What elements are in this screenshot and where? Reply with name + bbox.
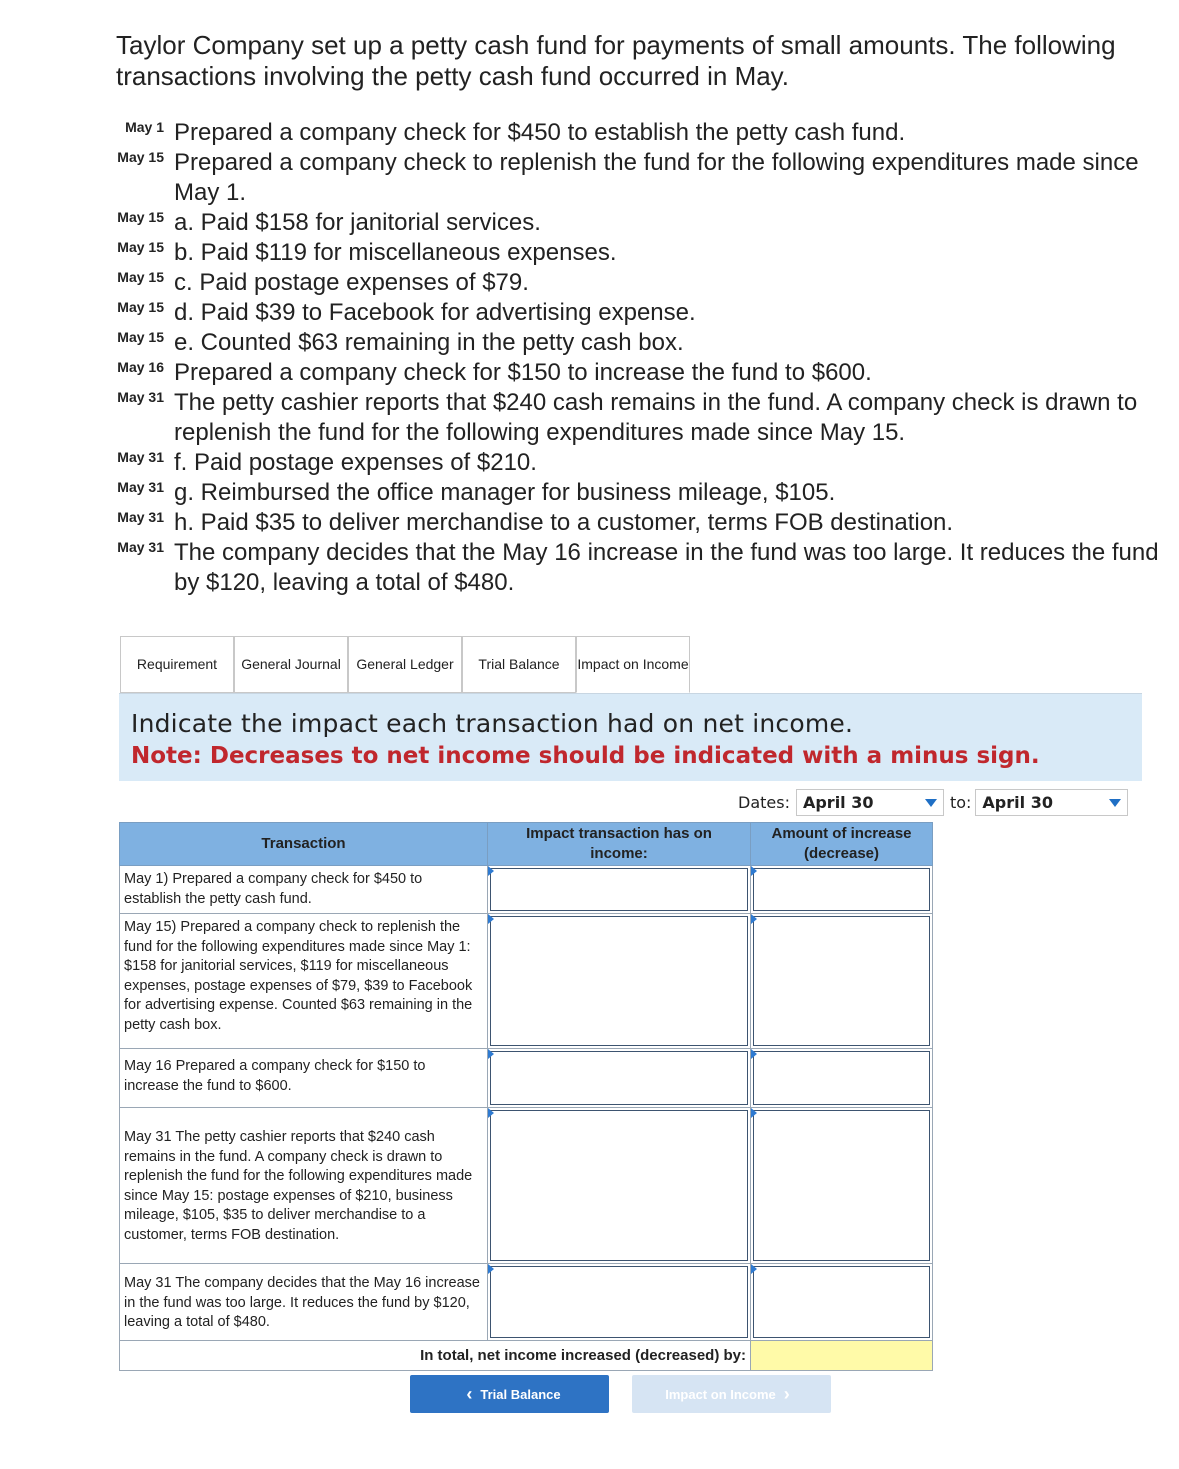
impact-field[interactable] — [490, 1266, 748, 1338]
input-marker-icon — [751, 1264, 757, 1274]
input-marker-icon — [488, 1264, 494, 1274]
amount-field[interactable] — [753, 1110, 930, 1261]
table-row — [120, 1264, 933, 1341]
impact-input[interactable] — [488, 1049, 751, 1108]
amount-input[interactable] — [751, 914, 933, 1049]
transaction-date: May 15 — [117, 239, 164, 255]
tab-general-journal[interactable]: General Journal — [234, 636, 348, 693]
transaction-text: The petty cashier reports that $240 cash remains in the fund. A company check is drawn to replenish the fund for the following expenditures made since May 15. — [174, 389, 1138, 446]
transaction-date: May 31 — [117, 479, 164, 495]
list-item — [110, 388, 1175, 448]
list-item — [110, 478, 1175, 508]
impact-field[interactable] — [490, 1110, 748, 1261]
table-row — [120, 1049, 933, 1108]
total-amount-input[interactable] — [751, 1341, 933, 1371]
tab-requirement[interactable]: Requirement — [120, 636, 234, 693]
header-amount: Amount of increase (decrease) — [751, 823, 933, 866]
transaction-description: May 15) Prepared a company check to replenish the fund for the following expenditures made since May 1: $158 for janitorial services, $119 for miscellaneous expenses, postage expenses of $79, $39 to Facebook for advertising expense. Counted $63 remaining in the petty cash box. — [120, 914, 488, 1049]
date-range — [738, 789, 1128, 816]
input-marker-icon — [488, 1108, 494, 1118]
impact-input[interactable] — [488, 866, 751, 914]
list-item — [110, 298, 1175, 328]
list-item — [110, 238, 1175, 268]
transaction-list — [110, 118, 1175, 598]
amount-field[interactable] — [753, 916, 930, 1046]
dates-label: Dates: — [738, 793, 790, 812]
impact-field[interactable] — [490, 916, 748, 1046]
input-marker-icon — [488, 914, 494, 924]
list-item — [110, 208, 1175, 238]
chevron-right-icon: › — [783, 1383, 790, 1404]
impact-field[interactable] — [490, 1051, 748, 1105]
transaction-text: f. Paid postage expenses of $210. — [174, 449, 537, 476]
list-item — [110, 358, 1175, 388]
chevron-left-icon: ‹ — [466, 1383, 473, 1404]
instruction-text: Indicate the impact each transaction had on net income. — [131, 709, 854, 738]
amount-field[interactable] — [753, 1051, 930, 1105]
next-button-label: Impact on Income — [665, 1386, 776, 1402]
instruction-note: Note: Decreases to net income should be indicated with a minus sign. — [131, 743, 1040, 769]
input-marker-icon — [488, 1049, 494, 1059]
transaction-text: Prepared a company check to replenish the fund for the following expenditures made since May 1. — [174, 149, 1139, 206]
list-item — [110, 538, 1175, 598]
date-from-select[interactable] — [796, 789, 944, 816]
transaction-text: c. Paid postage expenses of $79. — [174, 269, 529, 296]
amount-field[interactable] — [753, 868, 930, 911]
header-impact: Impact transaction has on income: — [488, 823, 751, 866]
transaction-date: May 1 — [125, 119, 164, 135]
transaction-date: May 31 — [117, 539, 164, 555]
transaction-description: May 31 The petty cashier reports that $240 cash remains in the fund. A company check is drawn to replenish the fund for the following expenditures made since May 15: postage expenses of $210, business mileage, $105, $35 to deliver merchandise to a customer, terms FOB destination. — [120, 1108, 488, 1264]
transaction-date: May 15 — [117, 209, 164, 225]
impact-field[interactable] — [490, 868, 748, 911]
transaction-text: d. Paid $39 to Facebook for advertising expense. — [174, 299, 696, 326]
tab-impact-on-income[interactable]: Impact on Income — [576, 636, 690, 693]
transaction-date: May 15 — [117, 149, 164, 165]
transaction-date: May 15 — [117, 329, 164, 345]
list-item — [110, 508, 1175, 538]
instruction-banner — [119, 693, 1142, 781]
transaction-text: e. Counted $63 remaining in the petty cash box. — [174, 329, 684, 356]
header-transaction: Transaction — [120, 823, 488, 866]
transaction-description: May 1) Prepared a company check for $450 to establish the petty cash fund. — [120, 866, 488, 914]
input-marker-icon — [751, 1049, 757, 1059]
transaction-text: a. Paid $158 for janitorial services. — [174, 209, 541, 236]
transaction-text: Prepared a company check for $150 to increase the fund to $600. — [174, 359, 872, 386]
transaction-date: May 31 — [117, 389, 164, 405]
list-item — [110, 118, 1175, 148]
table-row — [120, 914, 933, 1049]
amount-field[interactable] — [753, 1266, 930, 1338]
list-item — [110, 448, 1175, 478]
amount-input[interactable] — [751, 1264, 933, 1341]
table-header-row — [120, 823, 933, 866]
tab-general-ledger[interactable]: General Ledger — [348, 636, 462, 693]
transaction-date: May 15 — [117, 269, 164, 285]
requirement-tabs — [120, 636, 690, 693]
previous-button-label: Trial Balance — [480, 1386, 561, 1402]
transaction-text: b. Paid $119 for miscellaneous expenses. — [174, 239, 617, 266]
transaction-description: May 16 Prepared a company check for $150 to increase the fund to $600. — [120, 1049, 488, 1108]
list-item — [110, 148, 1175, 208]
transaction-date: May 31 — [117, 449, 164, 465]
dates-to-label: to: — [949, 793, 972, 812]
tab-trial-balance[interactable]: Trial Balance — [462, 636, 576, 693]
transaction-text: Prepared a company check for $450 to establish the petty cash fund. — [174, 119, 906, 146]
input-marker-icon — [751, 914, 757, 924]
transaction-description: May 31 The company decides that the May 16 increase in the fund was too large. It reduces the fund by $120, leaving a total of $480. — [120, 1264, 488, 1341]
chevron-down-icon — [925, 799, 937, 807]
amount-input[interactable] — [751, 1108, 933, 1264]
date-to-select[interactable] — [975, 789, 1128, 816]
list-item — [110, 268, 1175, 298]
problem-intro: Taylor Company set up a petty cash fund for payments of small amounts. The following transactions involving the petty cash fund occurred in May. — [116, 30, 1116, 91]
table-total-row — [120, 1341, 933, 1371]
amount-input[interactable] — [751, 866, 933, 914]
table-row — [120, 1108, 933, 1264]
impact-input[interactable] — [488, 1264, 751, 1341]
transaction-date: May 31 — [117, 509, 164, 525]
input-marker-icon — [751, 866, 757, 876]
impact-table — [119, 822, 933, 1371]
transaction-date: May 16 — [117, 359, 164, 375]
transaction-date: May 15 — [117, 299, 164, 315]
date-from-value: April 30 — [802, 793, 874, 812]
input-marker-icon — [751, 1108, 757, 1118]
table-row — [120, 866, 933, 914]
date-to-value: April 30 — [982, 793, 1053, 812]
chevron-down-icon — [1109, 799, 1121, 807]
list-item — [110, 328, 1175, 358]
transaction-text: The company decides that the May 16 increase in the fund was too large. It reduces the fund by $120, leaving a total of $480. — [174, 539, 1159, 596]
transaction-text: h. Paid $35 to deliver merchandise to a customer, terms FOB destination. — [174, 509, 954, 536]
input-marker-icon — [488, 866, 494, 876]
transaction-text: g. Reimbursed the office manager for business mileage, $105. — [174, 479, 836, 506]
amount-input[interactable] — [751, 1049, 933, 1108]
total-label: In total, net income increased (decreased) by: — [120, 1341, 751, 1371]
next-button[interactable] — [632, 1375, 831, 1413]
impact-input[interactable] — [488, 1108, 751, 1264]
previous-button[interactable] — [410, 1375, 609, 1413]
impact-input[interactable] — [488, 914, 751, 1049]
